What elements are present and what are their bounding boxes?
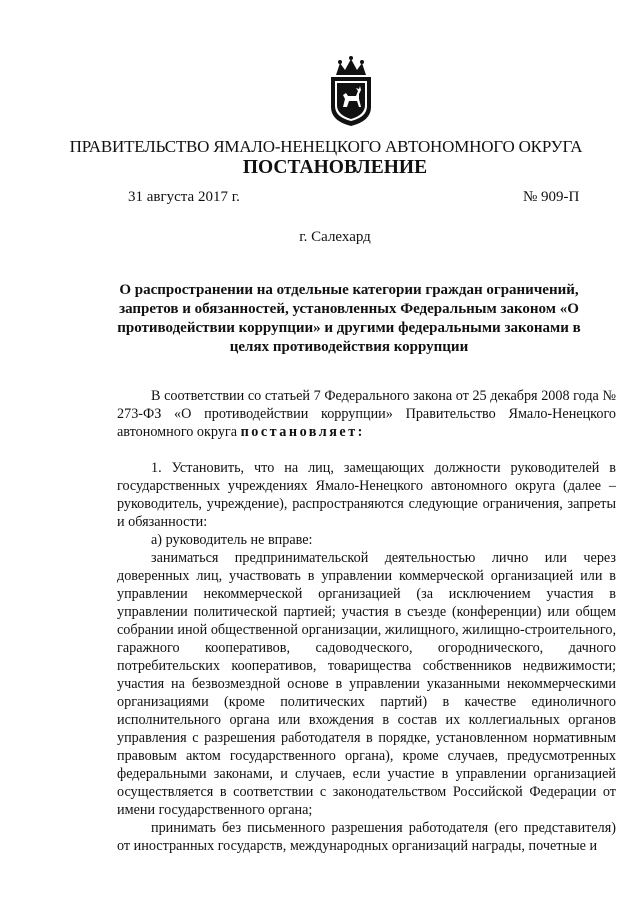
- paragraph-3: принимать без письменного разрешения работодателя (его представителя) от иностранных государств, международных организаций награды, почетные и: [117, 820, 616, 854]
- paragraph-2: заниматься предпринимательской деятельностью лично или через доверенных лиц, участвовать в управлении коммерческой организацией или в управлении некоммерческой организацией (за исключением участия в управлении политической партией; участия в съезде (конференции) или общем собрании иной общественной организации, жилищного, жилищно-строительного, гаражного кооперативов, садоводческого, огороднического, дачного потребительских кооперативов, товарищества собственников недвижимости; участия на безвозмездной основе в управлении указанными некоммерческими организациями (кроме политических партий) в качестве единоличного исполнительного органа или вхождения в состав их коллегиальных органов управления с разрешения работодателя в порядке, установленном нормативным правовым актом государственного органа), кроме случаев, предусмотренных федеральными законами, и случаев, если участие в управлении организацией осуществляется в соответствии с законодательством Российской Федерации от имени государственного органа;: [117, 550, 616, 818]
- document-date: 31 августа 2017 г.: [128, 189, 240, 205]
- paragraph-1a: а) руководитель не вправе:: [151, 532, 313, 548]
- government-name: ПРАВИТЕЛЬСТВО ЯМАЛО-НЕНЕЦКОГО АВТОНОМНОГО ОКРУГА: [69, 137, 583, 156]
- document-title: О распространении на отдельные категории граждан ограничений, запретов и обязанностей, установленных Федеральным законом «О противодействии коррупции» и другими федеральными законами в целях противодействия коррупции: [117, 282, 581, 355]
- coat-of-arms-icon: [326, 55, 376, 127]
- document-number: № 909-П: [523, 189, 580, 205]
- document-type: ПОСТАНОВЛЕНИЕ: [242, 157, 428, 178]
- intro-paragraph: [117, 387, 616, 441]
- paragraph-1: 1. Установить, что на лиц, замещающих должности руководителей в государственных учреждениях Ямало-Ненецкого автономного округа (далее – руководитель, учреждение), распространяются следующие ограничения, запреты и обязанности:: [117, 460, 616, 530]
- intro-text: В соответствии со статьей 7 Федерального закона от 25 декабря 2008 года № 273-ФЗ «О противодействии коррупции» Правительство Ямало-Ненецкого автономного округа: [117, 388, 616, 440]
- document-city: г. Салехард: [299, 229, 371, 245]
- intro-verb: постановляет:: [240, 424, 365, 440]
- document-body: [117, 387, 616, 855]
